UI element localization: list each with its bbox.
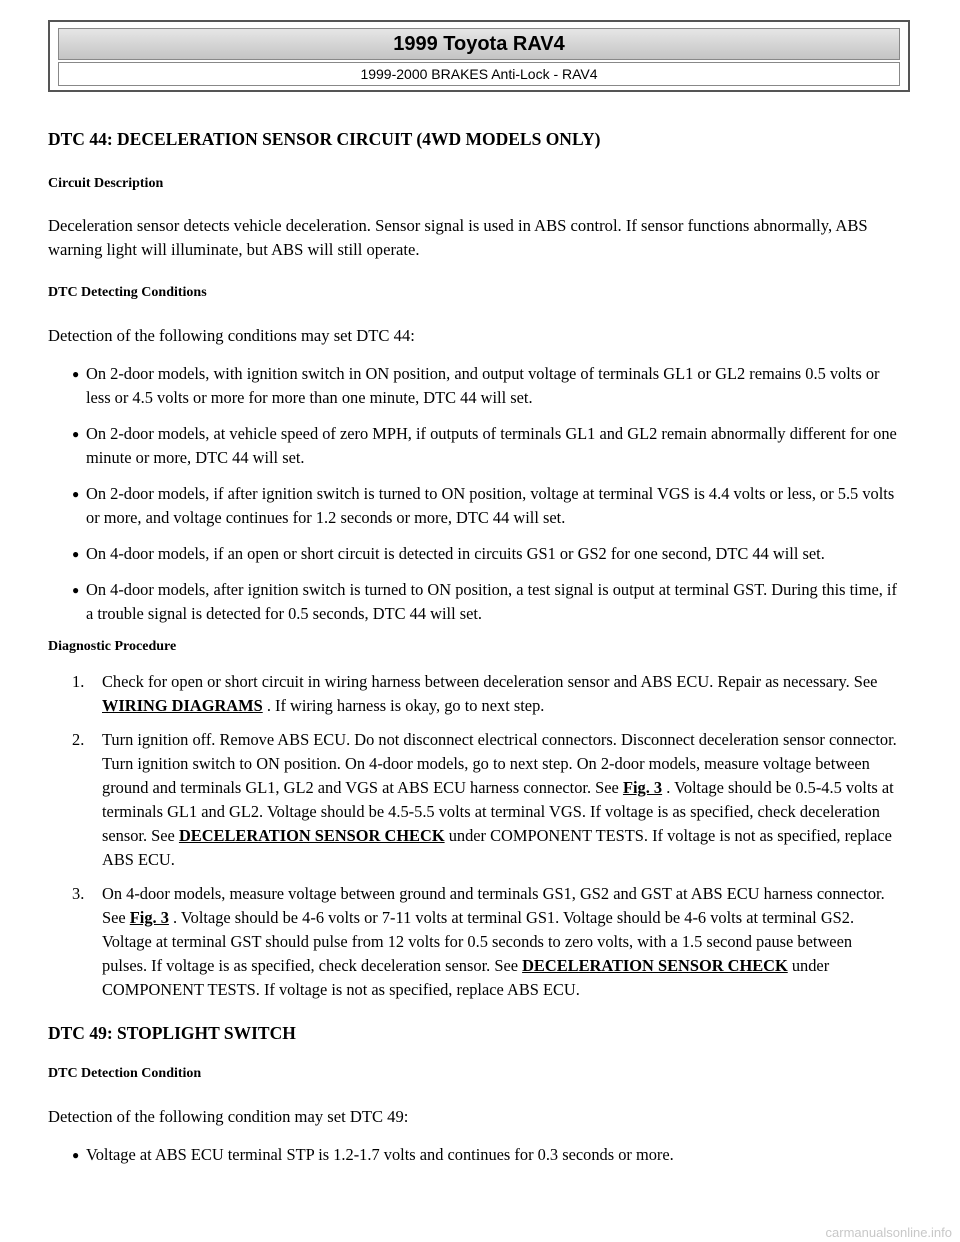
header-subtitle: 1999-2000 BRAKES Anti-Lock - RAV4	[58, 62, 900, 86]
fig-3-link[interactable]: Fig. 3	[129, 908, 169, 927]
circuit-description-text: Deceleration sensor detects vehicle deceleration. Sensor signal is used in ABS control. If sensor functions abnormally, ABS warning light will illuminate, but ABS will still operate.	[48, 216, 868, 259]
wiring-diagrams-link[interactable]: WIRING DIAGRAMS	[102, 696, 263, 715]
list-item	[72, 578, 898, 626]
deceleration-sensor-check-link[interactable]: DECELERATION SENSOR CHECK	[522, 956, 788, 975]
step-text: under COMPONENT TESTS. If voltage is not as specified, replace ABS ECU.	[102, 826, 892, 869]
dtc49-title: DTC 49: STOPLIGHT SWITCH	[48, 1023, 296, 1043]
list-item	[72, 1143, 898, 1167]
list-item	[72, 542, 898, 566]
condition-text: On 2-door models, at vehicle speed of zero MPH, if outputs of terminals GL1 and GL2 remain abnormally different for one minute or more, DTC 44 will set.	[86, 424, 897, 467]
detection-intro: Detection of the following condition may set DTC 49:	[48, 1107, 409, 1126]
step-item	[72, 882, 898, 1002]
detecting-intro: Detection of the following conditions may set DTC 44:	[48, 326, 415, 345]
condition-text: Voltage at ABS ECU terminal STP is 1.2-1.7 volts and continues for 0.3 seconds or more.	[86, 1145, 674, 1164]
bullet-icon: ●	[72, 583, 80, 597]
condition-text: On 2-door models, if after ignition switch is turned to ON position, voltage at terminal VGS is 4.4 volts or less, or 5.5 volts or more, and voltage continues for 1.2 seconds or more, DTC 44 will set.	[86, 484, 895, 527]
diagnostic-steps	[72, 670, 898, 1002]
step-text: under COMPONENT TESTS. If voltage is not as specified, replace ABS ECU.	[102, 956, 830, 999]
step-text: On 4-door models, measure voltage between ground and terminals GS1, GS2 and GST at ABS ECU harness connector. See	[102, 884, 885, 927]
bullet-icon: ●	[72, 1148, 80, 1162]
header-title: 1999 Toyota RAV4	[58, 28, 900, 60]
circuit-description-heading: Circuit Description	[48, 176, 164, 191]
step-item	[72, 728, 898, 872]
list-item	[72, 482, 898, 530]
deceleration-sensor-check-link[interactable]: DECELERATION SENSOR CHECK	[178, 826, 445, 845]
diagnostic-procedure-heading: Diagnostic Procedure	[48, 639, 177, 654]
bullet-icon: ●	[72, 427, 80, 441]
condition-text: On 4-door models, after ignition switch is turned to ON position, a test signal is output at terminal GST. During this time, if a trouble signal is detected for 0.5 seconds, DTC 44 will set.	[86, 580, 897, 623]
condition-text: On 4-door models, if an open or short circuit is detected in circuits GS1 or GS2 for one second, DTC 44 will set.	[86, 544, 825, 563]
bullet-icon: ●	[72, 547, 80, 561]
step-number: 1.	[72, 672, 85, 691]
list-item	[72, 422, 898, 470]
dtc-detection-condition-heading: DTC Detection Condition	[48, 1066, 202, 1081]
bullet-icon: ●	[72, 367, 80, 381]
step-number: 3.	[72, 884, 85, 903]
step-number: 2.	[72, 730, 85, 749]
dtc44-title: DTC 44: DECELERATION SENSOR CIRCUIT (4WD MODELS ONLY)	[48, 129, 601, 149]
dtc44-conditions-list	[72, 362, 898, 626]
dtc49-conditions-list	[72, 1143, 898, 1167]
watermark: carmanualsonline.info	[825, 1225, 952, 1240]
step-item	[72, 670, 898, 718]
step-text: . If wiring harness is okay, go to next step.	[262, 696, 545, 715]
condition-text: On 2-door models, with ignition switch in ON position, and output voltage of terminals GL1 or GL2 remains 0.5 volts or less or 4.5 volts or more for more than one minute, DTC 44 will set.	[86, 364, 880, 407]
list-item	[72, 362, 898, 410]
bullet-icon: ●	[72, 487, 80, 501]
step-text: . Voltage should be 4-6 volts or 7-11 volts at terminal GS1. Voltage should be 4-6 volts at terminal GS2. Voltage at terminal GST should pulse from 12 volts for 0.5 seconds to zero volts, with a 1.5 second pause between pulses. If voltage is as specified, check deceleration sensor. See	[102, 908, 855, 975]
step-text: Turn ignition off. Remove ABS ECU. Do not disconnect electrical connectors. Disconnect deceleration sensor connector. Turn ignition switch to ON position. On 4-door models, go to next step. On 2-door models, measure voltage between ground and terminals GL1, GL2 and VGS at ABS ECU harness connector. See	[102, 730, 897, 797]
fig-3-link[interactable]: Fig. 3	[622, 778, 663, 797]
page-header	[48, 20, 910, 92]
detecting-conditions-heading: DTC Detecting Conditions	[48, 285, 207, 300]
step-text: . Voltage should be 0.5-4.5 volts at terminals GL1 and GL2. Voltage should be 4.5-5.5 volts at terminal VGS. If voltage is as specified, check deceleration sensor. See	[102, 778, 894, 845]
document-body	[48, 128, 898, 1179]
step-text: Check for open or short circuit in wiring harness between deceleration sensor and ABS ECU. Repair as necessary. See	[102, 672, 878, 691]
